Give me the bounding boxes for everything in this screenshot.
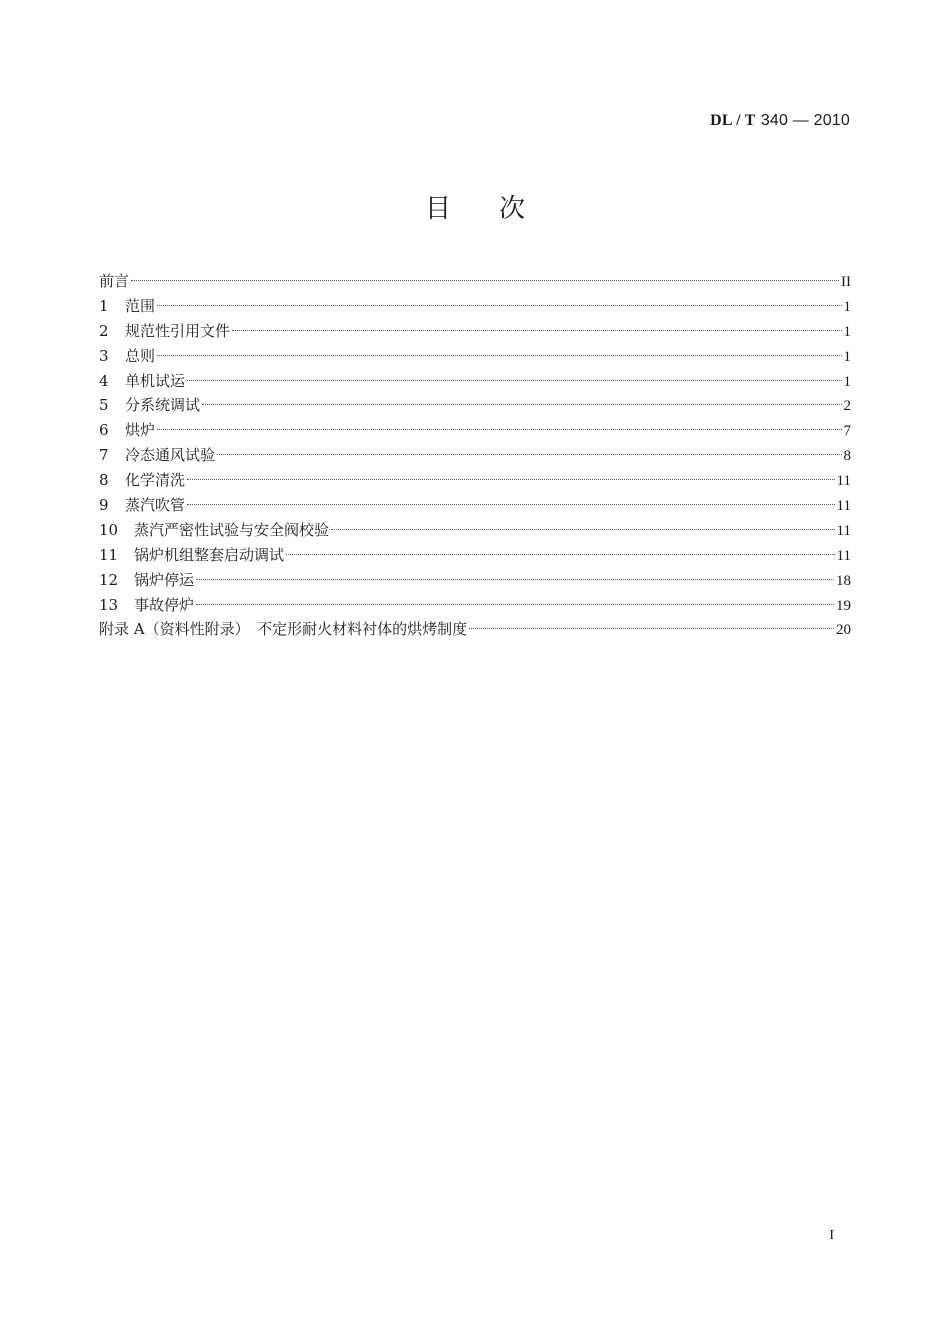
- toc-entry-number: 11: [99, 545, 119, 564]
- toc-entry-number: 3: [99, 346, 109, 365]
- toc-entry-label: [99, 493, 185, 518]
- toc-entry-page: 8: [843, 448, 851, 465]
- toc-entry-text: 事故停炉: [134, 595, 195, 614]
- toc-entry-label: [99, 369, 185, 394]
- toc-entry-page: 2: [843, 398, 851, 415]
- toc-entry-label: [99, 294, 155, 319]
- toc-entry[interactable]: [99, 593, 851, 618]
- toc-entry-text: 锅炉停运: [134, 570, 195, 589]
- toc-entry-number: 4: [99, 371, 109, 390]
- toc-entry-number: 13: [99, 595, 119, 614]
- toc-entry-page: 19: [836, 597, 851, 614]
- toc-entry-label: [99, 617, 467, 642]
- toc-entry-text: 总则: [125, 346, 156, 365]
- toc-entry-label: [99, 418, 155, 443]
- toc-entry-page: 11: [836, 473, 851, 490]
- toc-entry-page: 11: [836, 547, 851, 564]
- toc-entry-number: 9: [99, 496, 109, 515]
- toc-entry-text: 冷态通风试验: [125, 446, 216, 465]
- toc-entry-text: 规范性引用文件: [125, 321, 231, 340]
- toc-dot-leader: [286, 554, 835, 555]
- toc-entry-label: [99, 443, 215, 468]
- toc-entry-page: II: [841, 274, 851, 290]
- toc-entry[interactable]: [99, 269, 851, 294]
- toc-entry-page: 18: [836, 572, 851, 589]
- toc-entry-label: [99, 543, 284, 568]
- toc-dot-leader: [187, 504, 835, 505]
- toc-entry[interactable]: [99, 393, 851, 418]
- table-of-contents: [99, 269, 851, 642]
- toc-entry[interactable]: [99, 418, 851, 443]
- toc-entry-number: 10: [99, 520, 119, 539]
- toc-entry[interactable]: [99, 493, 851, 518]
- toc-dot-leader: [469, 628, 834, 629]
- toc-dot-leader: [187, 380, 841, 381]
- toc-entry-text: 附录 A（资料性附录） 不定形耐火材料衬体的烘烤制度: [99, 620, 468, 639]
- document-code-prefix: DL / T: [710, 112, 756, 129]
- toc-entry-number: 1: [99, 296, 109, 315]
- toc-entry[interactable]: [99, 319, 851, 344]
- toc-entry-page: 1: [843, 348, 851, 365]
- toc-dot-leader: [131, 280, 839, 281]
- toc-entry-label: [99, 319, 230, 344]
- toc-dot-leader: [157, 305, 841, 306]
- toc-dot-leader: [187, 479, 835, 480]
- toc-entry-label: [99, 269, 129, 294]
- document-code: [710, 110, 850, 130]
- toc-entry[interactable]: [99, 294, 851, 319]
- toc-entry-text: 蒸汽严密性试验与安全阀校验: [134, 520, 330, 539]
- toc-entry-text: 锅炉机组整套启动调试: [134, 545, 285, 564]
- toc-entry-number: 8: [99, 471, 109, 490]
- toc-entry-page: 1: [843, 373, 851, 390]
- toc-entry[interactable]: [99, 344, 851, 369]
- toc-entry-number: 5: [99, 396, 109, 415]
- toc-dot-leader: [157, 355, 841, 356]
- toc-entry-label: [99, 568, 194, 593]
- toc-entry-label: [99, 393, 200, 418]
- toc-entry-number: 2: [99, 321, 109, 340]
- toc-entry-text: 烘炉: [125, 421, 156, 440]
- toc-dot-leader: [202, 404, 841, 405]
- toc-entry-page: 7: [843, 423, 851, 440]
- toc-entry-label: [99, 593, 194, 618]
- toc-entry-number: 6: [99, 421, 109, 440]
- toc-dot-leader: [232, 330, 841, 331]
- toc-entry-text: 化学清洗: [125, 471, 186, 490]
- toc-entry[interactable]: [99, 468, 851, 493]
- toc-entry[interactable]: [99, 518, 851, 543]
- toc-entry[interactable]: [99, 568, 851, 593]
- toc-entry-page: 11: [836, 522, 851, 539]
- toc-entry[interactable]: [99, 443, 851, 468]
- toc-dot-leader: [196, 579, 834, 580]
- toc-entry-text: 蒸汽吹管: [125, 496, 186, 515]
- toc-entry-number: 12: [99, 570, 119, 589]
- toc-entry-page: 20: [836, 622, 851, 639]
- toc-entry-number: 7: [99, 446, 109, 465]
- toc-entry-text: 单机试运: [125, 371, 186, 390]
- toc-entry[interactable]: [99, 617, 851, 642]
- toc-entry-text: 分系统调试: [125, 396, 201, 415]
- toc-entry-label: [99, 344, 155, 369]
- toc-entry-label: [99, 468, 185, 493]
- toc-entry[interactable]: [99, 543, 851, 568]
- document-code-number: 340 — 2010: [760, 112, 850, 129]
- toc-entry-text: 前言: [99, 272, 130, 290]
- toc-dot-leader: [331, 529, 835, 530]
- toc-dot-leader: [157, 429, 841, 430]
- toc-entry-page: 11: [836, 498, 851, 515]
- page-title: 目次: [424, 194, 573, 224]
- toc-dot-leader: [217, 454, 841, 455]
- toc-entry[interactable]: [99, 369, 851, 394]
- toc-entry-page: 1: [843, 323, 851, 340]
- footer-page-number: I: [829, 1228, 834, 1243]
- toc-dot-leader: [196, 604, 834, 605]
- toc-entry-label: [99, 518, 329, 543]
- toc-entry-text: 范围: [125, 296, 156, 315]
- toc-entry-page: 1: [843, 298, 851, 315]
